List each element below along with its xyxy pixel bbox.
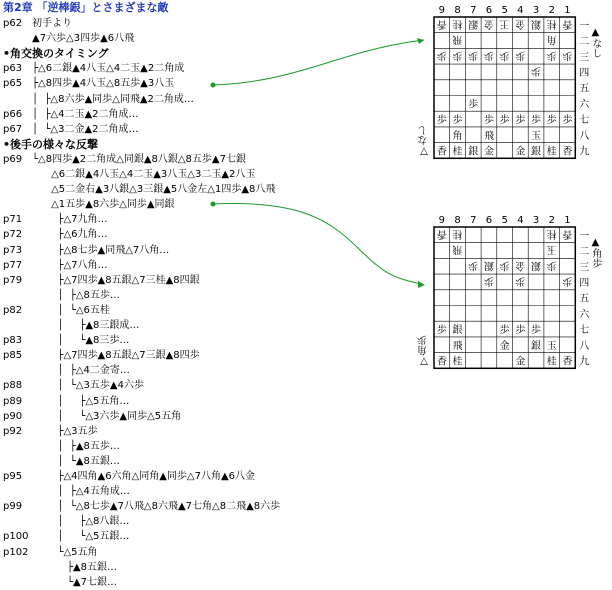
board-2 <box>418 215 602 368</box>
move-line: 初手より <box>32 18 72 29</box>
move-line: │ └△3二金▲2二角成… <box>32 123 139 135</box>
gote-piece: 香 <box>562 227 573 239</box>
column-label: 1 <box>564 5 571 16</box>
sente-piece: 歩 <box>452 115 463 127</box>
sente-piece: 桂 <box>452 146 463 158</box>
page-number: p73 <box>3 244 23 256</box>
move-line: ├△6九角… <box>32 229 108 241</box>
row-label: 二 <box>579 246 590 258</box>
column-label: 9 <box>438 215 446 226</box>
page-number: p100 <box>3 531 29 543</box>
connector-arrowhead <box>417 38 424 44</box>
gote-piece: 銀 <box>531 259 542 271</box>
move-line: │ ├△8五歩… <box>32 289 120 301</box>
move-line: ├△8四歩▲4八玉△8五歩▲3八玉 <box>32 78 175 90</box>
gote-piece: 歩 <box>483 274 494 286</box>
sente-piece: 歩 <box>499 325 510 337</box>
move-line: ├△7八角… <box>32 259 108 271</box>
page-number: p63 <box>3 63 23 75</box>
sente-piece: 香 <box>562 146 573 158</box>
board-1 <box>419 5 601 158</box>
row-label: 四 <box>579 277 590 289</box>
move-line: ├△6二銀▲4八玉△4二玉▲2二角成 <box>32 63 185 75</box>
column-label: 2 <box>548 215 555 226</box>
page-number: p71 <box>3 214 23 226</box>
sente-piece: 角 <box>452 130 463 142</box>
sente-piece: 金 <box>515 356 526 368</box>
row-label: 三 <box>579 262 590 274</box>
gote-hand-label: ▲なし <box>589 27 601 58</box>
sente-hand-label: ▽なし <box>418 125 430 157</box>
sente-piece: 金 <box>515 146 526 158</box>
gote-piece: 歩 <box>562 49 573 61</box>
sente-piece: 歩 <box>515 325 526 337</box>
sente-piece: 銀 <box>531 340 542 352</box>
gote-piece: 金 <box>515 17 526 29</box>
move-line: │ └△3五歩▲4六歩 <box>32 380 144 392</box>
sente-piece: 歩 <box>483 115 494 127</box>
move-line: △6二銀▲4八玉△4二玉▲3八玉△3二玉▲2八玉 <box>32 169 256 180</box>
move-line: │ └△5五銀… <box>32 531 130 543</box>
sente-piece: 桂 <box>452 356 463 368</box>
row-label: 二 <box>579 36 590 48</box>
move-line: │ ├△8八銀… <box>32 516 130 528</box>
row-label: 九 <box>579 146 590 158</box>
sente-hand-label: ▽角歩 <box>418 335 430 367</box>
move-line: ├△8七歩▲同飛△7八角… <box>32 244 170 256</box>
move-line: ├▲8五銀… <box>32 561 118 573</box>
sente-piece: 玉 <box>531 130 542 142</box>
section-heading: •角交換のタイミング <box>3 47 109 61</box>
gote-piece: 桂 <box>452 227 463 239</box>
page-number: p102 <box>3 546 29 558</box>
gote-piece: 桂 <box>546 227 557 239</box>
section-heading: •後手の様々な反撃 <box>3 137 99 151</box>
column-label: 9 <box>438 5 446 16</box>
gote-piece: 歩 <box>546 259 557 271</box>
row-label: 五 <box>579 293 590 305</box>
gote-piece: 金 <box>483 17 494 29</box>
move-line: │ └△6五桂 <box>32 304 110 316</box>
move-line: │ ├▲8三銀成… <box>32 320 140 331</box>
column-label: 2 <box>548 5 555 16</box>
gote-piece: 桂 <box>546 17 557 29</box>
move-line: │ ├△5五角… <box>32 395 130 407</box>
column-label: 4 <box>517 215 524 226</box>
page-number: p83 <box>3 335 23 347</box>
row-label: 四 <box>579 67 590 79</box>
gote-piece: 角 <box>546 33 557 45</box>
move-line: │ ├△4二金寄… <box>32 365 130 377</box>
sente-piece: 玉 <box>546 340 557 352</box>
gote-piece: 歩 <box>546 49 557 61</box>
page-number: p89 <box>3 395 23 407</box>
sente-piece: 銀 <box>468 146 479 158</box>
sente-piece: 歩 <box>436 325 447 337</box>
connector-dot <box>211 202 216 207</box>
move-line: └△5五角 <box>32 546 98 558</box>
sente-piece: 金 <box>483 146 494 158</box>
move-line: └△8四歩▲2二角成△同銀▲8八銀△8五歩▲7七銀 <box>32 153 246 165</box>
move-line: │ ├△4二玉▲2二角成… <box>32 108 139 120</box>
page-number: p66 <box>3 108 23 120</box>
column-label: 8 <box>454 215 461 226</box>
page-number: p92 <box>3 425 23 437</box>
move-line: ├△7四歩▲8五銀△7三桂▲8四銀 <box>32 274 200 286</box>
move-line: ▲7六歩△3四歩▲6八飛 <box>32 33 135 45</box>
page-number: p99 <box>3 501 23 513</box>
page-number: p65 <box>3 78 23 90</box>
row-label: 五 <box>579 83 590 95</box>
sente-piece: 飛 <box>483 130 494 142</box>
page-number: p95 <box>3 471 23 482</box>
gote-piece: 歩 <box>562 274 573 286</box>
sente-piece: 桂 <box>546 146 557 158</box>
move-line: ├△7九角… <box>32 214 108 226</box>
sente-piece: 歩 <box>499 115 510 127</box>
page-number: p88 <box>3 380 23 392</box>
move-line: ├△7四歩▲8五銀△7三銀▲8四歩 <box>32 350 200 362</box>
sente-piece: 銀 <box>452 325 463 337</box>
gote-piece: 金 <box>515 259 526 271</box>
sente-piece: 歩 <box>436 115 447 127</box>
gote-piece: 歩 <box>452 49 463 61</box>
move-line: │ └▲8五銀… <box>32 455 120 467</box>
connector-line <box>213 40 424 85</box>
sente-piece: 香 <box>436 146 447 158</box>
column-label: 1 <box>564 215 571 226</box>
page-number: p85 <box>3 350 23 362</box>
gote-hand-label: ▲角歩 <box>589 237 601 268</box>
gote-piece: 銀 <box>531 17 542 29</box>
page-number: p67 <box>3 123 23 135</box>
connector-arrowhead <box>418 281 425 288</box>
gote-piece: 香 <box>436 17 447 29</box>
gote-piece: 香 <box>436 227 447 239</box>
row-label: 八 <box>579 130 590 142</box>
sente-piece: 桂 <box>546 356 557 368</box>
row-label: 七 <box>579 325 590 337</box>
column-label: 6 <box>485 215 493 226</box>
move-line: △1五歩▲8六歩△同歩▲同銀 <box>32 199 175 211</box>
sente-piece: 歩 <box>562 115 573 127</box>
sente-piece: 歩 <box>531 115 542 127</box>
gote-piece: 歩 <box>468 49 479 61</box>
connector-line <box>213 203 424 285</box>
gote-piece: 歩 <box>436 49 447 61</box>
gote-piece: 飛 <box>452 243 463 255</box>
sente-piece: 歩 <box>546 115 557 127</box>
move-line: │ ├△8六歩▲同歩△同飛▲2二角成… <box>32 93 194 105</box>
gote-piece: 歩 <box>468 259 479 271</box>
gote-piece: 歩 <box>515 49 526 61</box>
gote-piece: 歩 <box>531 64 542 76</box>
move-line: │ ├▲8五歩… <box>32 440 120 452</box>
row-label: 六 <box>579 309 590 321</box>
page-number: p79 <box>3 274 23 286</box>
column-label: 3 <box>532 5 540 16</box>
chapter-title: 第2章 「逆棒銀」とさまざまな敵 <box>3 1 169 14</box>
row-label: 三 <box>579 52 590 64</box>
move-line: △5二金右▲3八銀△3三銀▲5八金左△1四歩▲8八飛 <box>32 184 276 196</box>
page-number: p90 <box>3 410 23 422</box>
column-label: 8 <box>454 5 461 16</box>
gote-piece: 歩 <box>515 274 526 286</box>
page-number: p82 <box>3 304 23 316</box>
sente-piece: 歩 <box>468 99 479 111</box>
sente-piece: 香 <box>562 356 573 368</box>
move-line: │ └▲8三歩… <box>32 335 130 347</box>
sente-piece: 香 <box>436 356 447 368</box>
row-label: 六 <box>579 99 590 111</box>
sente-piece: 金 <box>499 340 510 352</box>
column-label: 7 <box>470 215 477 226</box>
move-line: │ ├△4五角成… <box>32 486 130 498</box>
row-label: 一 <box>579 20 590 32</box>
gote-piece: 銀 <box>468 17 479 29</box>
move-line: └▲7七銀… <box>32 576 118 588</box>
move-line: ├△4四角▲6六角△同角▲同歩△7八角▲6八金 <box>32 471 256 482</box>
column-label: 7 <box>470 5 477 16</box>
gote-piece: 玉 <box>546 243 557 255</box>
gote-piece: 香 <box>562 17 573 29</box>
sente-piece: 歩 <box>515 115 526 127</box>
sente-piece: 銀 <box>531 146 542 158</box>
row-label: 一 <box>579 230 590 242</box>
row-label: 九 <box>579 356 590 368</box>
column-label: 4 <box>517 5 524 16</box>
sente-piece: 飛 <box>452 340 463 352</box>
gote-piece: 桂 <box>452 17 463 29</box>
move-line: ├△3五歩 <box>32 425 98 437</box>
row-label: 七 <box>579 115 590 127</box>
page-number: p69 <box>3 153 23 165</box>
sente-piece: 歩 <box>531 325 542 337</box>
row-label: 八 <box>579 340 590 352</box>
column-label: 3 <box>532 215 540 226</box>
gote-piece: 飛 <box>452 33 463 45</box>
gote-piece: 王 <box>499 17 510 29</box>
column-label: 6 <box>485 5 493 16</box>
column-label: 5 <box>501 5 508 16</box>
connector-dot <box>211 83 216 88</box>
gote-piece: 歩 <box>499 49 510 61</box>
page-number: p72 <box>3 229 23 241</box>
page-number: p77 <box>3 259 23 271</box>
gote-piece: 歩 <box>483 49 494 61</box>
move-line: │ └△8七歩▲7八飛△8六飛▲7七角△8二飛▲8六歩 <box>32 501 281 513</box>
page-number: p62 <box>3 18 23 29</box>
move-line: │ └△3六歩▲同歩△5五角 <box>32 410 182 422</box>
gote-piece: 歩 <box>499 259 510 271</box>
gote-piece: 銀 <box>483 259 494 271</box>
column-label: 5 <box>501 215 508 226</box>
